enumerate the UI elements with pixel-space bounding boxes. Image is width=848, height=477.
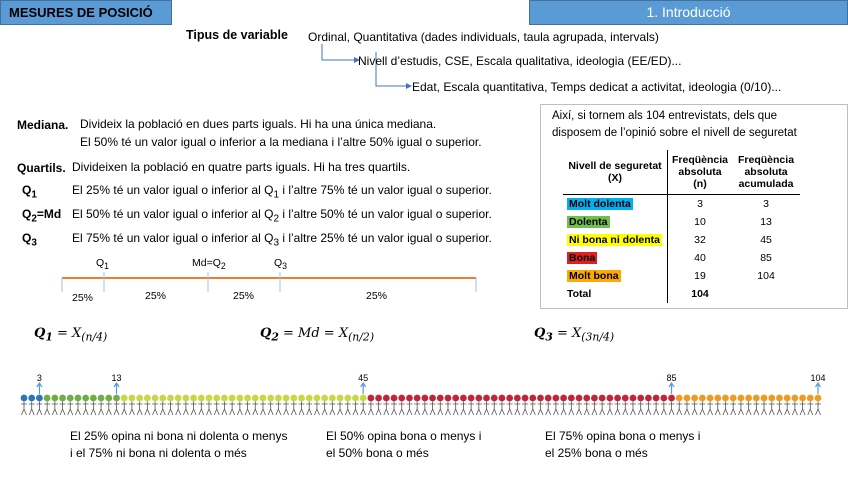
quartile-row-2: [22, 207, 492, 225]
person-icon: [599, 395, 606, 415]
person-icon: [753, 395, 760, 415]
scale-label-q1: $Q_1$: [96, 257, 110, 272]
person-icon: [568, 395, 575, 415]
person-icon: [684, 395, 691, 415]
person-icon: [159, 395, 166, 415]
person-icon: [375, 395, 382, 415]
person-icon: [90, 395, 97, 415]
person-icon: [367, 395, 374, 415]
scale-segment-1: 25%: [72, 292, 94, 304]
person-icon: [506, 395, 513, 415]
person-icon: [622, 395, 629, 415]
level-label: Molt dolenta: [569, 197, 631, 210]
person-icon: [815, 395, 822, 415]
person-icon: [136, 395, 143, 415]
person-icon: [360, 395, 367, 415]
person-icon: [452, 395, 459, 415]
person-icon: [98, 395, 105, 415]
cumulative-cell: 85: [760, 251, 772, 264]
marker-label: 104: [810, 373, 826, 383]
person-icon: [290, 395, 297, 415]
header-level: Nivell de seguretat (X): [563, 150, 668, 194]
person-icon: [306, 395, 313, 415]
marker-arrow: [669, 383, 674, 394]
person-icon: [298, 395, 305, 415]
person-icon: [653, 395, 660, 415]
table-row: [563, 267, 800, 285]
frequency-cell: 3: [697, 197, 703, 210]
variable-types-line2: Nivell d’estudis, CSE, Escala qualitativa, ideologia (EE/ED)...: [358, 54, 682, 68]
cumulative-cell: 13: [760, 215, 772, 228]
person-icon: [206, 395, 213, 415]
variable-types-arrows: [318, 44, 418, 94]
marker-label: 85: [666, 373, 677, 383]
person-icon: [475, 395, 482, 415]
person-icon: [314, 395, 321, 415]
person-icon: [321, 395, 328, 415]
person-icon: [182, 395, 189, 415]
scale-segment-2: 25%: [145, 290, 167, 302]
person-icon: [144, 395, 151, 415]
person-icon: [221, 395, 228, 415]
person-icon: [275, 395, 282, 415]
person-icon: [591, 395, 598, 415]
frequency-cell: 32: [694, 233, 706, 246]
person-icon: [630, 395, 637, 415]
section-title: 1. Introducció: [529, 0, 848, 25]
total-value: 104: [691, 287, 709, 300]
person-icon: [668, 395, 675, 415]
frequency-cell: 40: [694, 251, 706, 264]
marker-arrow: [816, 383, 821, 394]
person-icon: [545, 395, 552, 415]
table-intro-1: Així, si tornem als 104 entrevistats, dels que: [552, 110, 777, 122]
scale-segment-3: 25%: [233, 290, 255, 302]
mediana-line2: El 50% té un valor igual o inferior a la mediana i l’altre 50% igual o superior.: [80, 135, 482, 149]
person-icon: [75, 395, 82, 415]
person-icon: [421, 395, 428, 415]
person-icon: [337, 395, 344, 415]
person-icon: [730, 395, 737, 415]
person-icon: [352, 395, 359, 415]
person-icon: [121, 395, 128, 415]
marker-label: 45: [358, 373, 369, 383]
quartile-desc: El 50% té un valor igual o inferior al $Q_2$ i l’altre 50% té un valor igual o superior.: [72, 207, 492, 225]
person-icon: [113, 395, 120, 415]
table-row: [563, 249, 800, 267]
person-icon: [260, 395, 267, 415]
person-icon: [791, 395, 798, 415]
quartile-desc: El 75% té un valor igual o inferior al $Q_3$ i l’altre 25% té un valor igual o superior.: [72, 231, 492, 249]
person-icon: [406, 395, 413, 415]
person-icon: [514, 395, 521, 415]
marker-label: 13: [111, 373, 122, 383]
person-icon: [738, 395, 745, 415]
note-line: el 25% bona o més: [545, 446, 648, 460]
quartile-desc: El 25% té un valor igual o inferior al $Q_1$ i l’altre 75% té un valor igual o superior.: [72, 183, 492, 201]
header-frequency: Freqüència absoluta (n): [668, 150, 733, 194]
person-icon: [59, 395, 66, 415]
person-icon: [583, 395, 590, 415]
formula-q1: $Q_1 = X_{(n/4)}$: [34, 326, 108, 344]
person-icon: [190, 395, 197, 415]
variable-types-label: Tipus de variable: [186, 28, 288, 42]
person-icon: [21, 395, 28, 415]
person-icon: [460, 395, 467, 415]
person-icon: [175, 395, 182, 415]
person-icon: [229, 395, 236, 415]
person-icon: [799, 395, 806, 415]
person-icon: [267, 395, 274, 415]
note-line: El 50% opina bona o menys i: [326, 429, 482, 443]
person-icon: [699, 395, 706, 415]
level-label: Ni bona ni dolenta: [569, 233, 660, 246]
variable-types-line1: Ordinal, Quantitativa (dades individuals, taula agrupada, intervals): [308, 30, 659, 44]
frequency-table: [563, 150, 800, 303]
level-label: Dolenta: [569, 215, 608, 228]
marker-arrow: [37, 383, 42, 394]
person-icon: [283, 395, 290, 415]
person-icon: [768, 395, 775, 415]
formula-q3: $Q_3 = X_{(3n/4)}$: [534, 326, 615, 344]
respondents-row: [0, 368, 848, 418]
person-icon: [344, 395, 351, 415]
person-icon: [44, 395, 51, 415]
cumulative-cell: 3: [763, 197, 769, 210]
marker-label: 3: [36, 373, 42, 383]
person-icon: [761, 395, 768, 415]
person-icon: [576, 395, 583, 415]
cumulative-cell: 104: [757, 269, 775, 282]
person-icon: [553, 395, 560, 415]
scale-label-q3: $Q_3$: [274, 257, 288, 272]
quartile-row-3: [22, 231, 492, 249]
person-icon: [483, 395, 490, 415]
person-icon: [391, 395, 398, 415]
person-icon: [329, 395, 336, 415]
person-icon: [645, 395, 652, 415]
person-icon: [784, 395, 791, 415]
person-icon: [152, 395, 159, 415]
note-line: el 50% bona o més: [326, 446, 429, 460]
person-icon: [67, 395, 74, 415]
person-icon: [468, 395, 475, 415]
person-icon: [522, 395, 529, 415]
person-icon: [714, 395, 721, 415]
level-label: Bona: [569, 251, 596, 264]
person-icon: [606, 395, 613, 415]
person-icon: [676, 395, 683, 415]
person-icon: [637, 395, 644, 415]
scale-label-md: $Md=Q_2$: [192, 257, 226, 272]
person-icon: [529, 395, 536, 415]
person-icon: [807, 395, 814, 415]
formula-q2: $Q_2 = Md = X_{(n/2)}$: [260, 326, 375, 344]
person-icon: [36, 395, 43, 415]
frequency-cell: 19: [694, 269, 706, 282]
scale-segment-4: 25%: [366, 290, 388, 302]
person-icon: [776, 395, 783, 415]
person-icon: [537, 395, 544, 415]
person-icon: [437, 395, 444, 415]
quartile-row-1: [22, 183, 492, 201]
note-q3: [545, 428, 700, 462]
person-icon: [236, 395, 243, 415]
frequency-cell: 10: [694, 215, 706, 228]
person-icon: [660, 395, 667, 415]
mediana-line1: Divideix la població en dues parts iguals. Hi ha una única mediana.: [80, 117, 437, 131]
person-icon: [414, 395, 421, 415]
page-title: MESURES DE POSICIÓ: [0, 0, 172, 25]
cumulative-cell: 45: [760, 233, 772, 246]
person-icon: [244, 395, 251, 415]
note-q1: [70, 428, 287, 462]
table-row: [563, 231, 800, 249]
note-q2: [326, 428, 481, 462]
person-icon: [213, 395, 220, 415]
person-icon: [28, 395, 35, 415]
quartile-name: $Q_1$: [22, 183, 37, 201]
marker-arrow: [114, 383, 119, 394]
quartile-name: $Q_2=Md$: [22, 207, 62, 225]
mediana-label: Mediana.: [17, 118, 69, 132]
header-cumulative: Freqüència absoluta acumulada: [732, 150, 800, 194]
person-icon: [445, 395, 452, 415]
person-icon: [167, 395, 174, 415]
quartile-scale: [58, 272, 482, 296]
person-icon: [51, 395, 58, 415]
person-icon: [105, 395, 112, 415]
table-row: [563, 213, 800, 231]
quartile-name: $Q_3$: [22, 231, 37, 249]
person-icon: [614, 395, 621, 415]
quartils-label: Quartils.: [17, 161, 66, 175]
person-icon: [198, 395, 205, 415]
variable-types-line3: Edat, Escala quantitativa, Temps dedicat a activitat, ideologia (0/10)...: [412, 80, 782, 94]
note-line: i el 75% ni bona ni dolenta o més: [70, 446, 247, 460]
person-icon: [383, 395, 390, 415]
person-icon: [745, 395, 752, 415]
person-icon: [429, 395, 436, 415]
note-line: El 75% opina bona o menys i: [545, 429, 701, 443]
person-icon: [707, 395, 714, 415]
person-icon: [491, 395, 498, 415]
marker-arrow: [361, 383, 366, 394]
table-row: [563, 194, 800, 213]
person-icon: [722, 395, 729, 415]
note-line: El 25% opina ni bona ni dolenta o menys: [70, 429, 288, 443]
person-icon: [252, 395, 259, 415]
person-icon: [691, 395, 698, 415]
person-icon: [499, 395, 506, 415]
level-label: Molt bona: [569, 269, 619, 282]
person-icon: [129, 395, 136, 415]
person-icon: [560, 395, 567, 415]
table-intro-2: disposem de l’opinió sobre el nivell de seguretat: [552, 127, 797, 139]
person-icon: [398, 395, 405, 415]
total-label: Total: [563, 285, 668, 303]
person-icon: [82, 395, 89, 415]
quartils-intro: Divideixen la població en quatre parts iguals. Hi ha tres quartils.: [72, 160, 411, 174]
